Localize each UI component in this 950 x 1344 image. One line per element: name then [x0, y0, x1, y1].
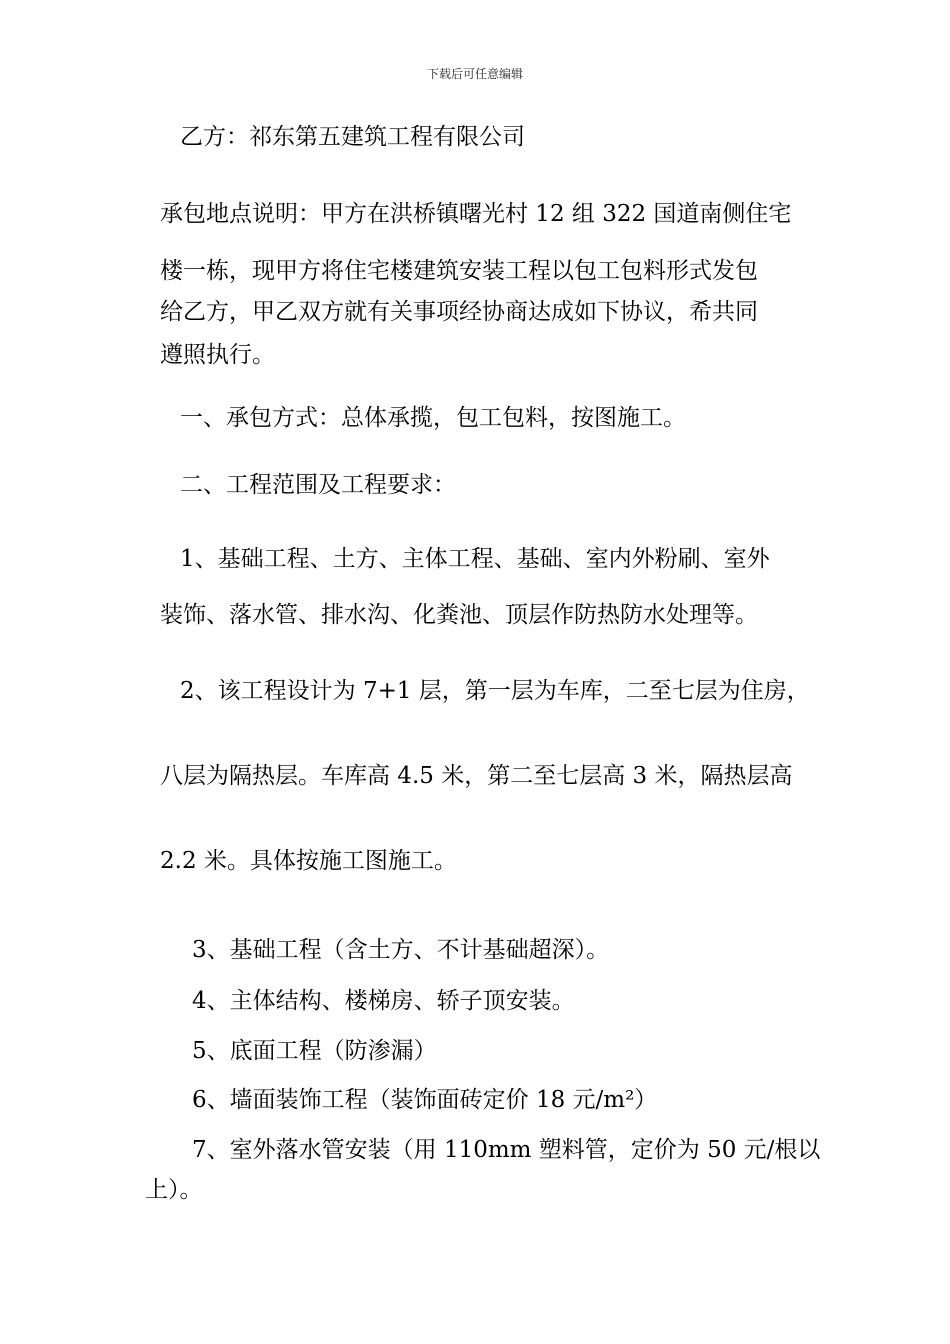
item-5-line: 5、底面工程（防渗漏） — [192, 1038, 437, 1064]
location-line-2: 楼一栋，现甲方将住宅楼建筑安装工程以包工包料形式发包 — [160, 258, 758, 284]
section-1-heading: 一、承包方式：总体承揽，包工包料，按图施工。 — [180, 405, 686, 431]
item-7-line-2: 上）。 — [145, 1177, 203, 1203]
party-b-line: 乙方：祁东第五建筑工程有限公司 — [180, 124, 525, 150]
item-7-line-1: 7、室外落水管安装（用 110mm 塑料管，定价为 50 元/根以 — [192, 1137, 821, 1163]
item-1-line-2: 装饰、落水管、排水沟、化粪池、顶层作防热防水处理等。 — [160, 602, 758, 628]
header-note: 下载后可任意编辑 — [426, 67, 523, 81]
item-2-line-2: 八层为隔热层。车库高 4.5 米，第二至七层高 3 米，隔热层高 — [160, 763, 793, 789]
item-2-line-1: 2、该工程设计为 7+1 层，第一层为车库，二至七层为住房， — [180, 678, 810, 704]
item-6-line: 6、墙面装饰工程（装饰面砖定价 18 元/m²） — [192, 1087, 658, 1113]
item-4-line: 4、主体结构、楼梯房、轿子顶安装。 — [192, 988, 575, 1014]
item-3-line: 3、基础工程（含土方、不计基础超深）。 — [192, 937, 610, 963]
location-line-3: 给乙方，甲乙双方就有关事项经协商达成如下协议，希共同 — [160, 299, 758, 325]
item-1-line-1: 1、基础工程、土方、主体工程、基础、室内外粉刷、室外 — [180, 546, 770, 572]
item-2-line-3: 2.2 米。具体按施工图施工。 — [160, 848, 457, 874]
location-line-1: 承包地点说明：甲方在洪桥镇曙光村 12 组 322 国道南侧住宅 — [160, 201, 792, 227]
section-2-heading: 二、工程范围及工程要求： — [180, 472, 456, 498]
location-line-4: 遵照执行。 — [160, 342, 275, 368]
